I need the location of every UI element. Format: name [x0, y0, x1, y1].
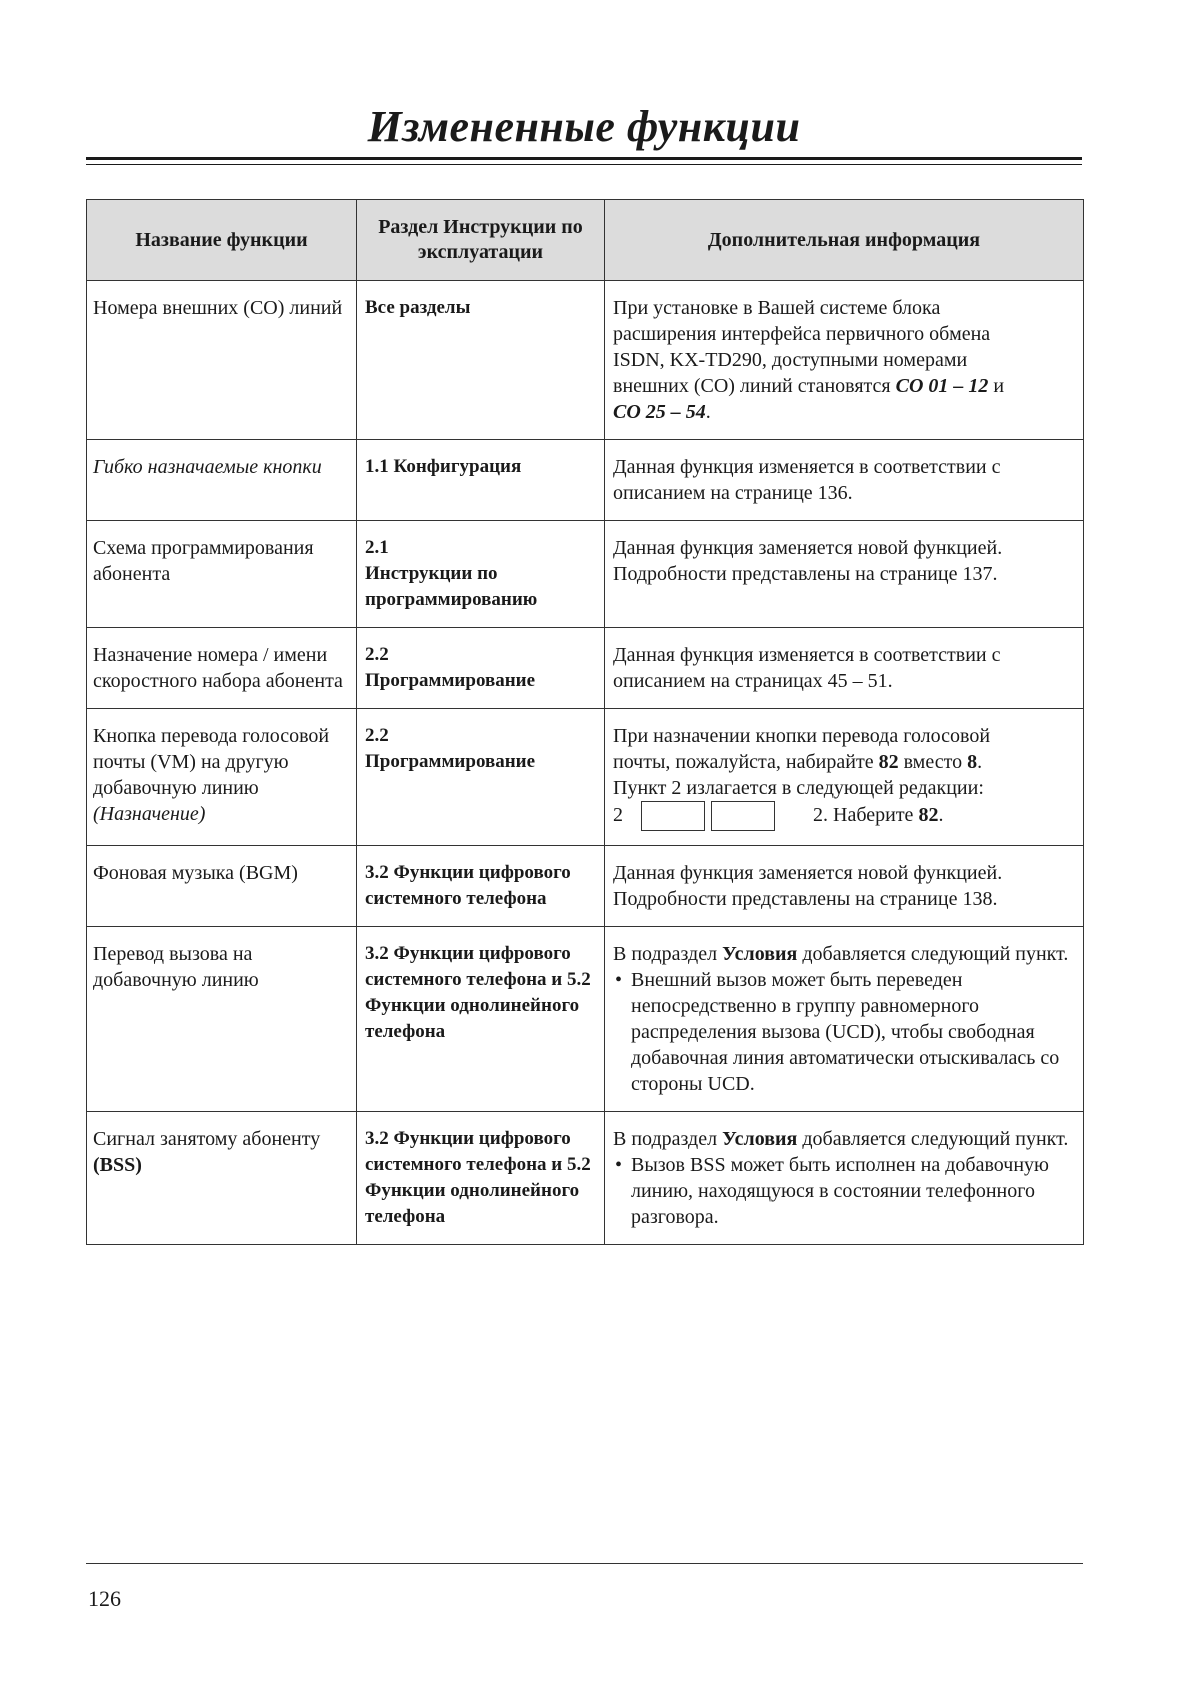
dial-code: 82 — [878, 751, 899, 773]
step-row — [613, 801, 1077, 831]
section-title: Инструкции по программированию — [365, 563, 538, 610]
info-line — [613, 749, 1077, 775]
row-function-name: Перевод вызова на добавочную линию — [87, 927, 357, 1112]
row-function-name: Назначение номера / имени скоростного набора абонента — [87, 628, 357, 709]
info-line: При назначении кнопки перевода голосовой — [613, 725, 991, 747]
info-line — [613, 941, 1077, 967]
section-number: 2.2 — [365, 644, 389, 665]
section-title: Программирование — [365, 670, 536, 691]
bullet-list — [613, 1152, 1077, 1230]
page-number: 126 — [88, 1586, 121, 1611]
info-line — [613, 373, 1077, 399]
row-function-name: Номера внешних (CO) линий — [87, 281, 357, 440]
section-title: Программирование — [365, 751, 536, 772]
row-additional-info: Данная функция заменяется новой функцией. Подробности представлены на странице 137. — [605, 521, 1084, 628]
info-text: . — [938, 803, 944, 826]
changed-functions-table — [86, 199, 1084, 1245]
page-title: Измененные функции — [367, 102, 801, 151]
name-line: почты (VM) на другую — [93, 751, 289, 773]
bullet-item: • Вызов BSS может быть исполнен на добавочную линию, находящуюся в состоянии телефонного разговора. — [631, 1152, 1077, 1230]
header-manual-section: Раздел Инструкции по эксплуатации — [357, 200, 605, 281]
title-rule-thin — [86, 164, 1082, 165]
step-number: 2 — [613, 803, 623, 826]
step-text — [813, 802, 943, 828]
row-manual-section — [357, 628, 605, 709]
row-additional-info — [605, 927, 1084, 1112]
info-text: добавляется следующий пункт. — [802, 1128, 1069, 1150]
header-function-name: Название функции — [87, 200, 357, 281]
info-line: ISDN, KX-TD290, доступными номерами — [613, 349, 968, 371]
name-line: добавочную линию — [93, 777, 259, 799]
co-range: CO 01 – 12 — [895, 375, 989, 397]
row-manual-section — [357, 709, 605, 846]
table-row — [87, 440, 1084, 521]
info-line: Пункт 2 излагается в следующей редакции: — [613, 777, 984, 799]
title-rule — [86, 157, 1082, 160]
table-row — [87, 521, 1084, 628]
name-line: (Назначение) — [93, 803, 206, 825]
info-text: добавляется следующий пункт. — [802, 943, 1069, 965]
row-function-name: Схема программирования абонента — [87, 521, 357, 628]
info-line: При установке в Вашей системе блока — [613, 297, 941, 319]
footer-rule — [86, 1563, 1083, 1564]
name-line: Сигнал занятому абоненту — [93, 1128, 321, 1150]
row-manual-section: 3.2 Функции цифрового системного телефона — [357, 846, 605, 927]
info-text: . — [705, 401, 711, 423]
header-additional-info: Дополнительная информация — [605, 200, 1084, 281]
row-manual-section — [357, 521, 605, 628]
table-header-row — [87, 200, 1084, 281]
co-range: CO 25 – 54 — [613, 401, 706, 423]
info-text: вместо — [903, 751, 963, 773]
table-row — [87, 281, 1084, 440]
row-function-name: Фоновая музыка (BGM) — [87, 846, 357, 927]
name-line: (BSS) — [93, 1154, 142, 1176]
row-additional-info: Данная функция изменяется в соответствии с описанием на страницах 45 – 51. — [605, 628, 1084, 709]
table-row — [87, 628, 1084, 709]
row-function-name — [87, 709, 357, 846]
row-additional-info — [605, 1112, 1084, 1245]
row-additional-info: Данная функция изменяется в соответствии с описанием на странице 136. — [605, 440, 1084, 521]
row-manual-section: 1.1 Конфигурация — [357, 440, 605, 521]
info-line — [613, 399, 1077, 425]
info-text: 2. Наберите — [813, 803, 914, 826]
bullet-item: • Внешний вызов может быть переведен непосредственно в группу равномерного распределения вызова (UCD), чтобы свободная добавочная линия автоматически отыскивалась со стороны UCD. — [631, 967, 1077, 1097]
table-row — [87, 927, 1084, 1112]
dial-code: 82 — [918, 803, 939, 826]
info-text: . — [977, 751, 983, 773]
row-manual-section: 3.2 Функции цифрового системного телефона и 5.2 Функции однолинейного телефона — [357, 927, 605, 1112]
info-text: внешних (CO) линий становятся — [613, 375, 891, 397]
info-line — [613, 1126, 1077, 1152]
info-line: расширения интерфейса первичного обмена — [613, 323, 991, 345]
conditions-label: Условия — [722, 943, 798, 965]
button-box — [641, 801, 705, 831]
row-manual-section: Все разделы — [357, 281, 605, 440]
row-manual-section: 3.2 Функции цифрового системного телефона и 5.2 Функции однолинейного телефона — [357, 1112, 605, 1245]
row-additional-info: Данная функция заменяется новой функцией. Подробности представлены на странице 138. — [605, 846, 1084, 927]
table-row — [87, 846, 1084, 927]
table-row — [87, 709, 1084, 846]
bullet-list — [613, 967, 1077, 1097]
row-additional-info — [605, 281, 1084, 440]
row-function-name: Гибко назначаемые кнопки — [87, 440, 357, 521]
info-text: почты, пожалуйста, набирайте — [613, 751, 874, 773]
section-number: 2.1 — [365, 537, 389, 558]
section-number: 2.2 — [365, 725, 389, 746]
info-text: В подраздел — [613, 1128, 718, 1150]
row-function-name — [87, 1112, 357, 1245]
button-box — [711, 801, 775, 831]
conditions-label: Условия — [722, 1128, 798, 1150]
name-line: Кнопка перевода голосовой — [93, 725, 330, 747]
info-text: В подраздел — [613, 943, 718, 965]
info-text: и — [993, 375, 1005, 397]
table-row — [87, 1112, 1084, 1245]
row-additional-info — [605, 709, 1084, 846]
dial-code: 8 — [967, 751, 978, 773]
